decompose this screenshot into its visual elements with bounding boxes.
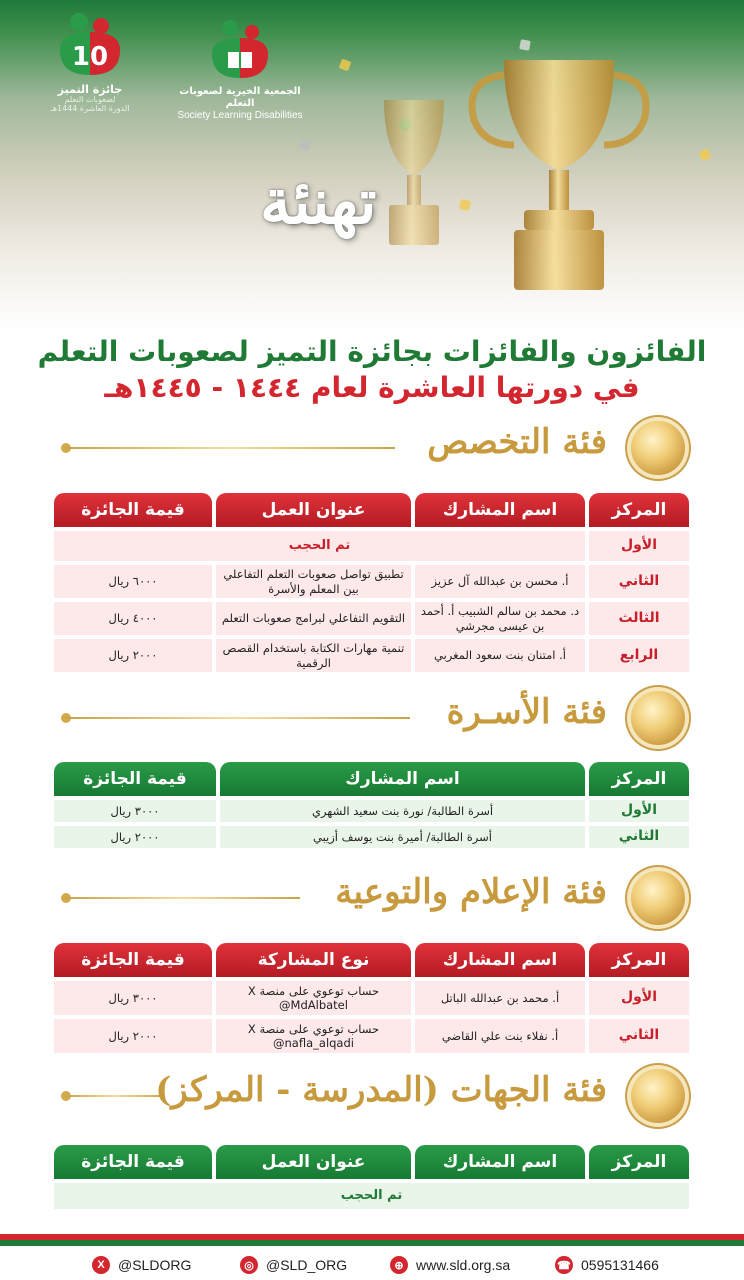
withheld-cell: تم الحجب	[54, 1183, 689, 1209]
gold-medal-icon	[631, 871, 685, 925]
header-rank: المركز	[589, 493, 689, 527]
confetti	[339, 59, 352, 72]
footer-phone[interactable]	[555, 1256, 659, 1274]
society-name-ar: الجمعية الخيرية لصعوبات التعلم	[179, 86, 301, 109]
footer-band	[0, 1234, 744, 1240]
rank-cell: الأول	[589, 981, 689, 1015]
instagram-icon: ◎	[240, 1256, 258, 1274]
header-prize: قيمة الجائزة	[54, 1145, 212, 1179]
category-title: فئة الأسـرة	[446, 692, 607, 732]
category-header-entities	[55, 1066, 695, 1126]
rank-cell: الثاني	[589, 1019, 689, 1053]
participant-cell: د. محمد بن سالم الشبيب أ. أحمد بن عيسى مجرشي	[415, 602, 585, 635]
category-title: فئة التخصص	[427, 422, 607, 462]
family-table	[50, 758, 693, 852]
withheld-cell: تم الحجب	[54, 531, 585, 561]
rank-cell: الأول	[589, 531, 689, 561]
gold-medal-icon	[631, 1069, 685, 1123]
award-logo-icon	[55, 10, 125, 80]
table-header-row	[54, 493, 689, 527]
table-row	[54, 800, 689, 822]
work-cell: التقويم التفاعلي لبرامج صعوبات التعلم	[216, 602, 411, 635]
footer-instagram[interactable]	[240, 1256, 347, 1274]
rank-cell: الثاني	[589, 565, 689, 598]
society-logo	[170, 18, 310, 122]
header-participant: اسم المشارك	[220, 762, 585, 796]
prize-cell: ٤٠٠٠ ريال	[54, 602, 212, 635]
category-header-media	[55, 868, 695, 928]
gold-medal-icon	[631, 421, 685, 475]
award-logo	[45, 10, 135, 114]
table-row	[54, 565, 689, 598]
header-work: عنوان العمل	[216, 1145, 411, 1179]
rank-cell: الأول	[589, 800, 689, 822]
headline-winners: الفائزون والفائزات بجائزة التميز لصعوبات التعلم	[37, 335, 707, 368]
footer	[0, 1240, 744, 1280]
trophy-icon	[374, 30, 704, 320]
table-row	[54, 602, 689, 635]
work-cell: تطبيق تواصل صعوبات التعلم التفاعلي بين المعلم والأسرة	[216, 565, 411, 598]
header-prize: قيمة الجائزة	[54, 493, 212, 527]
prize-cell: ٢٠٠٠ ريال	[54, 826, 216, 848]
header-rank: المركز	[589, 762, 689, 796]
work-cell: حساب توعوي على منصة X @MdAlbatel	[216, 981, 411, 1015]
header-participation-type: نوع المشاركة	[216, 943, 411, 977]
header-participant: اسم المشارك	[415, 1145, 585, 1179]
participant-cell: أسرة الطالبة/ أميرة بنت يوسف أزيبي	[220, 826, 585, 848]
divider-line	[65, 447, 395, 449]
table-row	[54, 531, 689, 561]
instagram-handle[interactable]: @SLD_ORG	[266, 1257, 348, 1273]
congratulations-title: تهنئة	[260, 165, 377, 238]
award-logo-sub1: لصعوبات التعلم	[64, 95, 116, 105]
divider-line	[65, 1095, 165, 1097]
participant-cell: أ. نفلاء بنت علي القاضي	[415, 1019, 585, 1053]
table-row	[54, 1183, 689, 1209]
category-title: فئة الإعلام والتوعية	[335, 872, 607, 912]
category-header-family	[55, 688, 695, 748]
work-cell: تنمية مهارات الكتابة باستخدام القصص الرقمية	[216, 639, 411, 672]
award-logo-name: جائزة التميز	[57, 83, 123, 96]
table-row	[54, 1019, 689, 1053]
table-row	[54, 639, 689, 672]
prize-cell: ٢٠٠٠ ريال	[54, 1019, 212, 1053]
table-header-row	[54, 943, 689, 977]
gold-medal-icon	[631, 691, 685, 745]
entities-table	[50, 1141, 693, 1213]
award-logo-sub2: الدورة العاشرة 1444هـ	[50, 103, 130, 113]
category-title: فئة الجهات (المدرسة - المركز)	[155, 1070, 607, 1110]
society-name-en: Society Learning Disabilities	[177, 110, 303, 121]
footer-website[interactable]	[390, 1256, 510, 1274]
table-header-row	[54, 1145, 689, 1179]
hero-banner	[0, 0, 744, 330]
specialization-table	[50, 489, 693, 676]
header-work: عنوان العمل	[216, 493, 411, 527]
participant-cell: أ. محسن بن عبدالله آل عزيز	[415, 565, 585, 598]
table-row	[54, 826, 689, 848]
globe-icon: ⊕	[390, 1256, 408, 1274]
participant-cell: أ. محمد بن عبدالله الباتل	[415, 981, 585, 1015]
prize-cell: ٦٠٠٠ ريال	[54, 565, 212, 598]
participant-cell: أ. امتنان بنت سعود المغربي	[415, 639, 585, 672]
header-participant: اسم المشارك	[415, 493, 585, 527]
prize-cell: ٣٠٠٠ ريال	[54, 981, 212, 1015]
header-prize: قيمة الجائزة	[54, 762, 216, 796]
prize-cell: ٣٠٠٠ ريال	[54, 800, 216, 822]
confetti	[298, 138, 312, 152]
divider-line	[65, 717, 410, 719]
rank-cell: الرابع	[589, 639, 689, 672]
header-rank: المركز	[589, 1145, 689, 1179]
participant-cell: أسرة الطالبة/ نورة بنت سعيد الشهري	[220, 800, 585, 822]
phone-icon: ☎	[555, 1256, 573, 1274]
headline-edition: في دورتها العاشرة لعام ١٤٤٤ - ١٤٤٥هـ	[104, 371, 640, 404]
phone-number[interactable]: 0595131466	[581, 1257, 659, 1273]
website-link[interactable]: www.sld.org.sa	[416, 1257, 511, 1273]
header-participant: اسم المشارك	[415, 943, 585, 977]
table-header-row	[54, 762, 689, 796]
category-header-specialization	[55, 418, 695, 478]
x-handle[interactable]: @SLDORG	[118, 1257, 192, 1273]
footer-x[interactable]	[92, 1256, 191, 1274]
media-table	[50, 939, 693, 1057]
x-icon: X	[92, 1256, 110, 1274]
svg-text:10: 10	[71, 42, 109, 72]
society-logo-icon	[208, 18, 272, 82]
rank-cell: الثاني	[589, 826, 689, 848]
work-cell: حساب توعوي على منصة X @nafla_alqadi	[216, 1019, 411, 1053]
header-rank: المركز	[589, 943, 689, 977]
prize-cell: ٢٠٠٠ ريال	[54, 639, 212, 672]
header-prize: قيمة الجائزة	[54, 943, 212, 977]
rank-cell: الثالث	[589, 602, 689, 635]
table-row	[54, 981, 689, 1015]
divider-line	[65, 897, 300, 899]
